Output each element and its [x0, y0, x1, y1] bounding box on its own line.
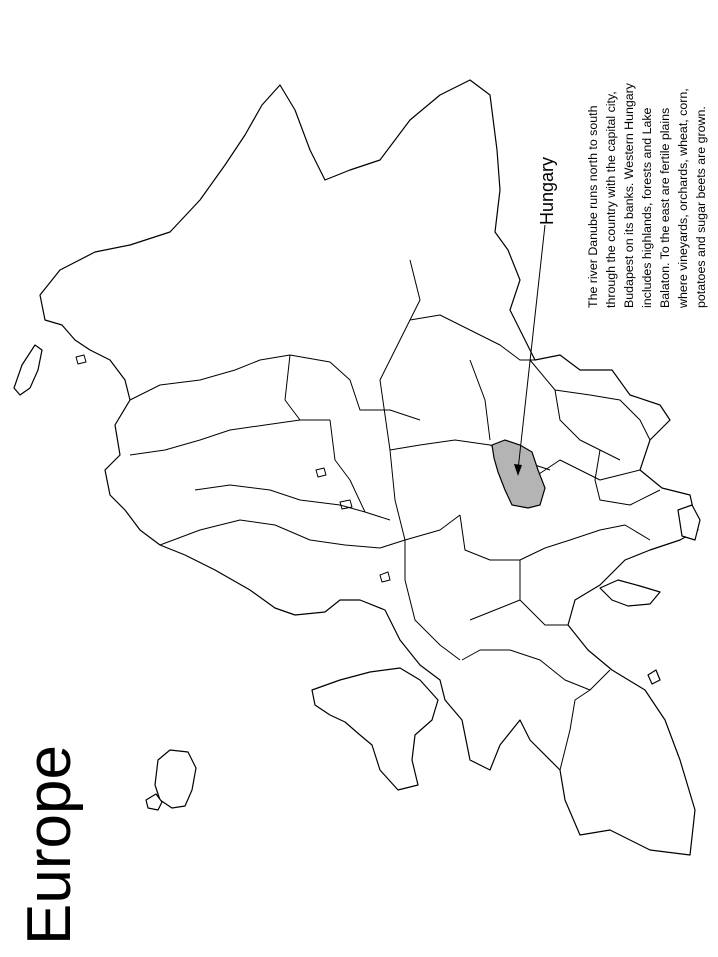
lake-1 — [76, 355, 86, 364]
description-line-2: through the country with the capital city, — [604, 91, 618, 308]
peninsula-southwest — [312, 668, 438, 790]
island-south-large — [155, 750, 196, 808]
map-title: Europe — [15, 745, 84, 945]
island-east-2 — [648, 670, 660, 684]
description-line-6: where vineyards, orchards, wheat, corn, — [676, 88, 690, 308]
island-east-3 — [678, 505, 700, 540]
description-line-7: potatoes and sugar beets are grown. — [694, 106, 708, 308]
description-line-3: Budapest on its banks. Western Hungary — [622, 83, 636, 308]
description-line-1: The river Danube runs north to south — [586, 105, 600, 308]
description-block — [586, 82, 708, 309]
hungary-label: Hungary — [537, 156, 557, 225]
description-line-4: includes highlands, forests and Lake — [640, 107, 654, 308]
island-east-1 — [600, 580, 660, 606]
description-line-5: Balaton. To the east are fertile plains — [658, 107, 672, 308]
island-northwest — [14, 345, 42, 395]
